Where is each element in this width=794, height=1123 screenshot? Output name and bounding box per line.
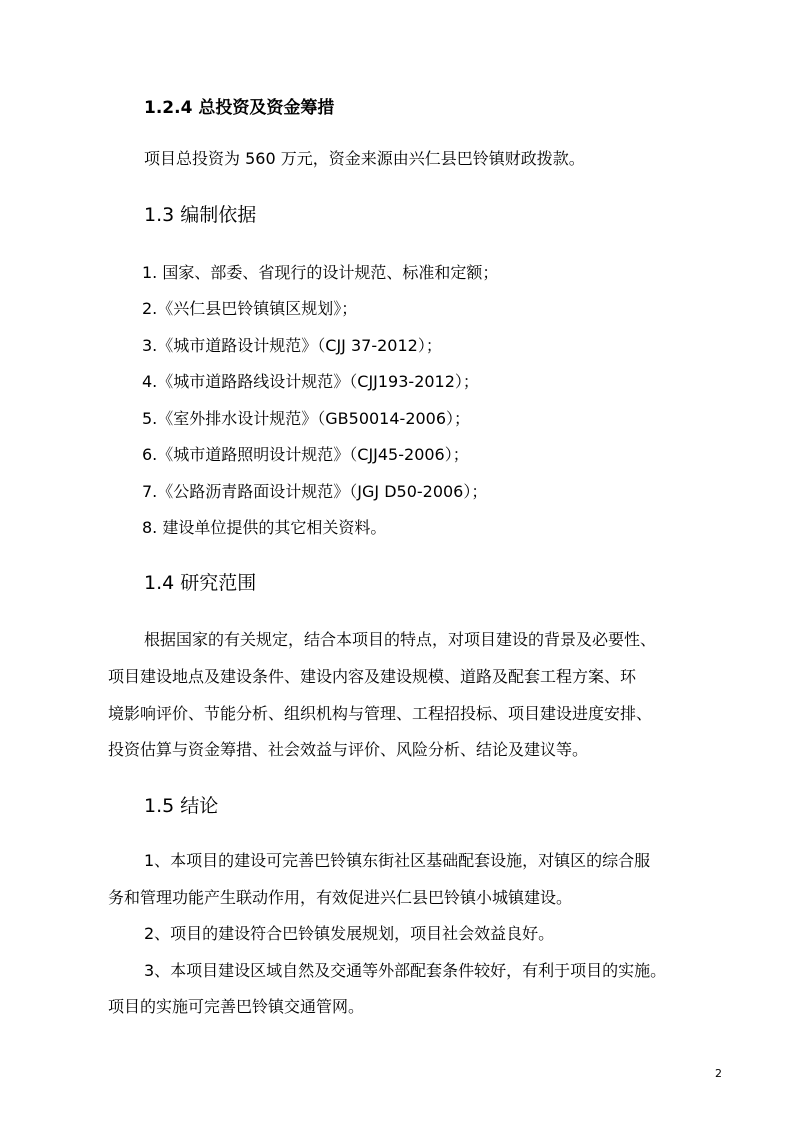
section-heading-1-3: 1.3 编制依据: [144, 204, 257, 226]
list-item: 6.《城市道路照明设计规范》（CJJ45-2006）；: [142, 445, 469, 464]
paragraph-line: 务和管理功能产生联动作用，有效促进兴仁县巴铃镇小城镇建设。: [108, 888, 573, 907]
page-number: 2: [715, 1067, 722, 1080]
paragraph-line: 项目的实施可完善巴铃镇交通管网。: [108, 997, 365, 1016]
list-item: 4.《城市道路路线设计规范》（CJJ193-2012）；: [142, 372, 479, 391]
paragraph-line: 境影响评价、节能分析、组织机构与管理、工程招投标、项目建设进度安排、: [108, 704, 653, 723]
list-item: 3.《城市道路设计规范》（CJJ 37-2012）；: [142, 336, 442, 355]
paragraph-line: 项目建设地点及建设条件、建设内容及建设规模、道路及配套工程方案、环: [108, 667, 637, 686]
paragraph-line: 投资估算与资金筹措、社会效益与评价、风险分析、结论及建议等。: [108, 740, 589, 759]
section-heading-1-2-4: 1.2.4 总投资及资金筹措: [144, 98, 335, 118]
list-item: 2.《兴仁县巴铃镇镇区规划》；: [142, 299, 358, 318]
list-item: 8. 建设单位提供的其它相关资料。: [142, 518, 387, 537]
paragraph-line: 根据国家的有关规定，结合本项目的特点，对项目建设的背景及必要性、: [144, 630, 657, 649]
paragraph-line: 2、项目的建设符合巴铃镇发展规划，项目社会效益良好。: [144, 924, 555, 943]
list-item: 5.《室外排水设计规范》（GB50014-2006）；: [142, 409, 471, 428]
section-heading-1-5: 1.5 结论: [144, 795, 219, 817]
list-item: 1. 国家、部委、省现行的设计规范、标准和定额；: [142, 263, 499, 282]
list-item: 7.《公路沥青路面设计规范》（JGJ D50-2006）；: [142, 482, 488, 501]
paragraph-line: 3、本项目建设区域自然及交通等外部配套条件较好，有利于项目的实施。: [144, 961, 667, 980]
section-heading-1-4: 1.4 研究范围: [144, 572, 257, 594]
paragraph-line: 1、本项目的建设可完善巴铃镇东街社区基础配套设施，对镇区的综合服: [144, 851, 651, 870]
paragraph-total-investment: 项目总投资为 560 万元，资金来源由兴仁县巴铃镇财政拨款。: [144, 149, 585, 168]
